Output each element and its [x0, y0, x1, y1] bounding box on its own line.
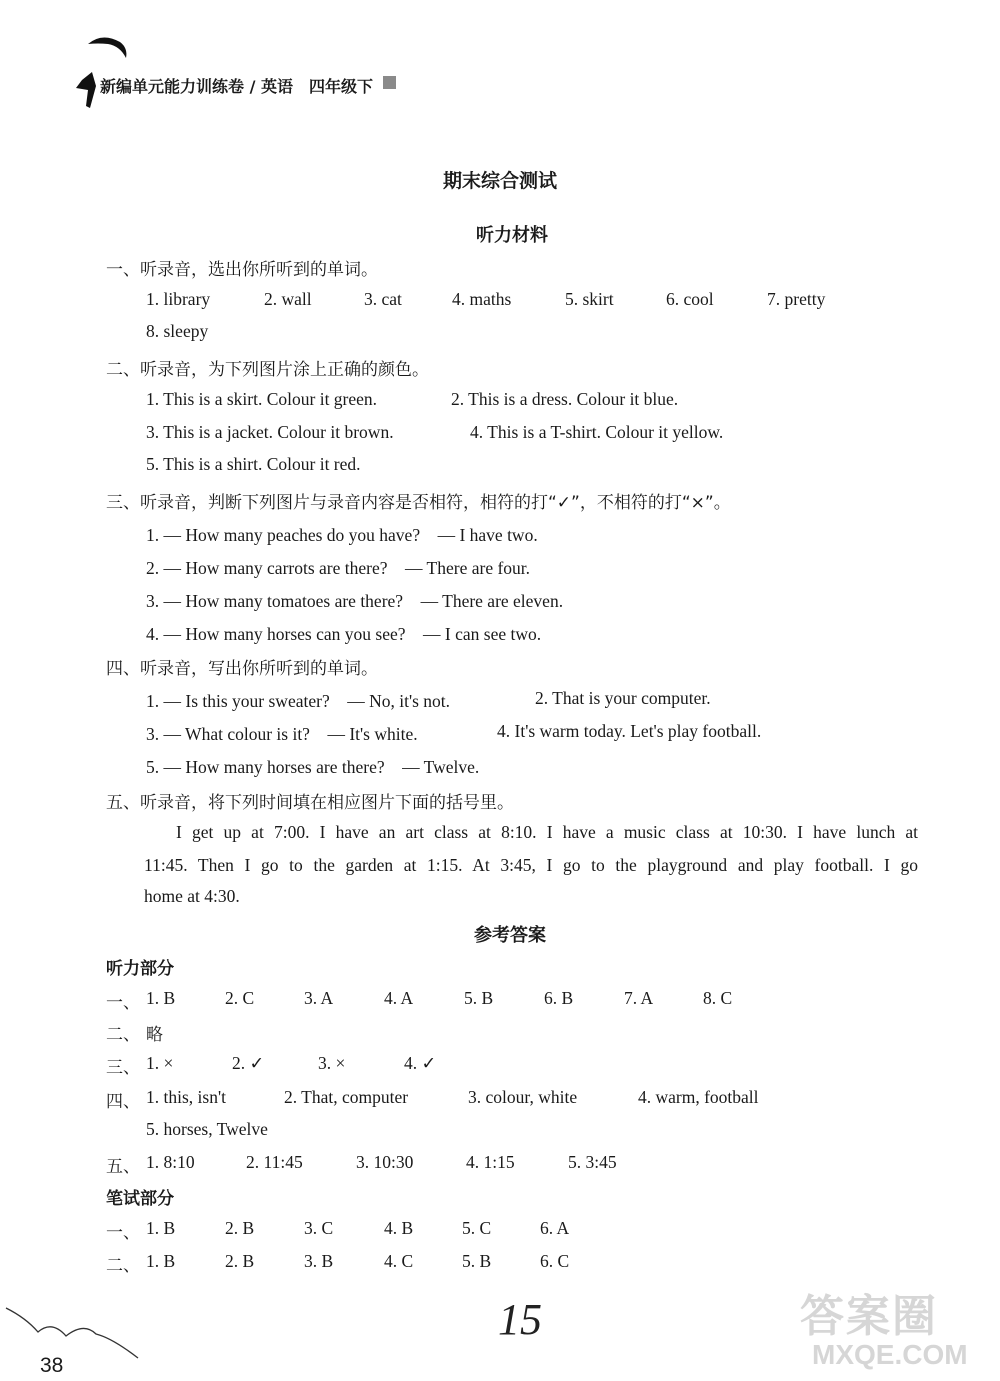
section-5-title: 五、听录音，将下列时间填在相应图片下面的括号里。 — [106, 793, 514, 813]
answer-item: 5. B — [462, 1251, 492, 1271]
answer-item: 1. B — [146, 1251, 176, 1271]
answer-item: 1. B — [146, 1218, 176, 1238]
answer-item: 4. 1:15 — [466, 1152, 515, 1172]
answer-row-label: 一、 — [106, 993, 140, 1013]
section-3-title: 三、听录音，判断下列图片与录音内容是否相符，相符的打“✓”，不相符的打“×”。 — [106, 493, 731, 513]
s2-item: 5. This is a shirt. Colour it red. — [146, 454, 361, 474]
answer-row-label: 二、 — [106, 1025, 140, 1045]
s1-item: 4. maths — [452, 289, 512, 309]
s2-item: 4. This is a T-shirt. Colour it yellow. — [470, 422, 724, 442]
s4-item: 2. That is your computer. — [535, 688, 711, 708]
answer-item: 2. B — [225, 1251, 255, 1271]
answer-item: 5. 3:45 — [568, 1152, 617, 1172]
s2-item: 2. This is a dress. Colour it blue. — [451, 389, 679, 409]
answer-item: 略 — [146, 1025, 163, 1045]
s1-item: 6. cool — [666, 289, 714, 309]
answer-item: 1. this, isn't — [146, 1087, 226, 1107]
answer-item: 3. colour, white — [468, 1087, 578, 1107]
s3-item: 2. — How many carrots are there? — There are four. — [146, 558, 531, 578]
answer-item: 2. That, computer — [284, 1087, 409, 1107]
watermark-url: MXQE.COM — [812, 1339, 968, 1370]
section-1-title: 一、听录音，选出你所听到的单词。 — [106, 260, 378, 280]
answer-item: 4. ✓ — [404, 1053, 437, 1073]
s4-item: 1. — Is this your sweater? — No, it's not. — [146, 691, 451, 711]
s1-item: 5. skirt — [565, 289, 614, 309]
page-number: 38 — [40, 1354, 64, 1377]
answer-row-label: 五、 — [106, 1157, 140, 1177]
answer-item: 1. × — [146, 1053, 174, 1073]
answer-item: 1. B — [146, 988, 176, 1008]
handwritten-page-number: 15 — [498, 1295, 542, 1344]
s1-item: 3. cat — [364, 289, 402, 309]
s1-item: 7. pretty — [767, 289, 826, 309]
answer-item: 2. B — [225, 1218, 255, 1238]
answer-item: 5. C — [462, 1218, 492, 1238]
answer-item: 2. ✓ — [232, 1053, 265, 1073]
s5-paragraph-line: 11:45. Then I go to the garden at 1:15. At 3:45, I go to the playground and play football. I go — [144, 855, 918, 875]
answers-heading: 参考答案 — [474, 925, 546, 946]
answer-item: 3. 10:30 — [356, 1152, 414, 1172]
header-title: 新编单元能力训练卷 / 英语 四年级下 — [100, 77, 373, 96]
s5-paragraph-line: home at 4:30. — [144, 886, 240, 906]
bird-logo-icon — [62, 30, 138, 110]
s3-item: 4. — How many horses can you see? — I can see two. — [146, 624, 542, 644]
listening-material-heading: 听力材料 — [476, 225, 548, 246]
answer-item: 7. A — [624, 988, 654, 1008]
answer-row-label: 四、 — [106, 1092, 140, 1112]
s1-item: 8. sleepy — [146, 321, 209, 341]
answer-item: 1. 8:10 — [146, 1152, 195, 1172]
answer-item: 8. C — [703, 988, 733, 1008]
answer-item: 5. B — [464, 988, 494, 1008]
answer-item: 3. × — [318, 1053, 346, 1073]
answer-item: 4. A — [384, 988, 414, 1008]
s4-item: 4. It's warm today. Let's play football. — [497, 721, 762, 741]
answer-row-label: 三、 — [106, 1058, 140, 1078]
listening-answers-heading: 听力部分 — [106, 959, 174, 979]
answer-item: 5. horses, Twelve — [146, 1119, 268, 1139]
answer-item: 4. warm, football — [638, 1087, 759, 1107]
footer-bird-doodle-icon — [4, 1300, 144, 1360]
answer-item: 6. A — [540, 1218, 570, 1238]
answer-row-label: 二、 — [106, 1256, 140, 1276]
answer-item: 6. C — [540, 1251, 570, 1271]
section-4-title: 四、听录音，写出你所听到的单词。 — [106, 659, 378, 679]
answer-item: 4. B — [384, 1218, 414, 1238]
s1-item: 2. wall — [264, 289, 312, 309]
answer-item: 3. B — [304, 1251, 334, 1271]
s4-item: 5. — How many horses are there? — Twelve. — [146, 757, 480, 777]
answer-item: 2. C — [225, 988, 255, 1008]
page-title: 期末综合测试 — [442, 170, 557, 192]
s5-paragraph-line: I get up at 7:00. I have an art class at 8:10. I have a music class at 10:30. I have lunch at — [176, 822, 918, 842]
answer-item: 4. C — [384, 1251, 414, 1271]
answer-item: 3. A — [304, 988, 334, 1008]
answer-item: 2. 11:45 — [246, 1152, 303, 1172]
s4-item: 3. — What colour is it? — It's white. — [146, 724, 418, 744]
s2-item: 1. This is a skirt. Colour it green. — [146, 389, 378, 409]
section-2-title: 二、听录音，为下列图片涂上正确的颜色。 — [106, 360, 429, 380]
answer-item: 6. B — [544, 988, 574, 1008]
answer-row-label: 一、 — [106, 1223, 140, 1243]
s3-item: 3. — How many tomatoes are there? — There are eleven. — [146, 591, 564, 611]
watermark-logo: 答案圈 — [800, 1292, 938, 1341]
answer-item: 3. C — [304, 1218, 334, 1238]
s2-item: 3. This is a jacket. Colour it brown. — [146, 422, 394, 442]
header-qr-icon — [383, 76, 396, 89]
s3-item: 1. — How many peaches do you have? — I have two. — [146, 525, 538, 545]
written-answers-heading: 笔试部分 — [106, 1189, 174, 1209]
s1-item: 1. library — [146, 289, 211, 309]
